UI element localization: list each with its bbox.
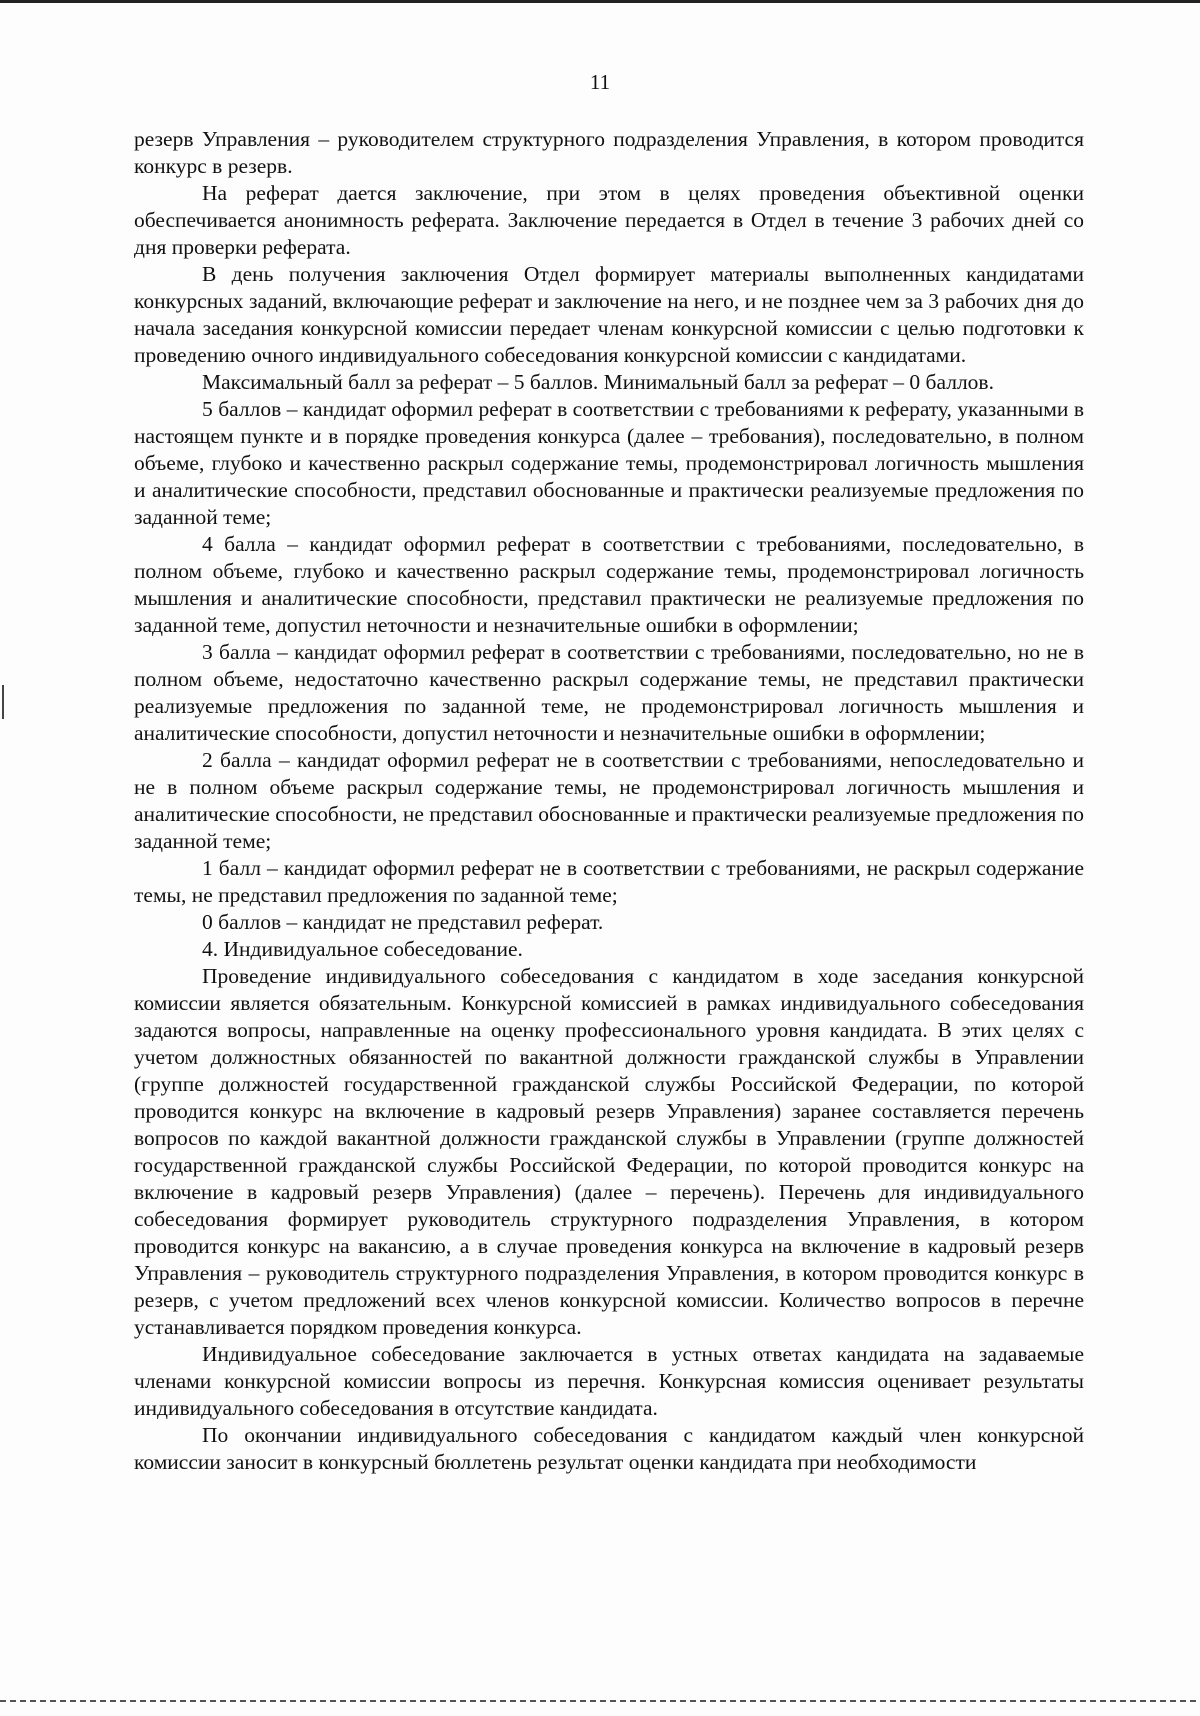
paragraph-score-3: 3 балла – кандидат оформил реферат в соответствии с требованиями, последовательно, но не в полном объеме, недостаточно качественно раскрыл содержание темы, не представил практически реализуемые предложения по заданной теме, не продемонстрировал логичность мышления и аналитические способности, допустил неточности и незначительные ошибки в оформлении; bbox=[134, 640, 1084, 745]
section-heading-interview: 4. Индивидуальное собеседование. bbox=[202, 937, 523, 961]
paragraph-score-4: 4 балла – кандидат оформил реферат в соответствии с требованиями, последовательно, в полном объеме, глубоко и качественно раскрыл содержание темы, продемонстрировал логичность мышления и аналитические способности, представил практически не реализуемые предложения по заданной теме, допустил неточности и незначительные ошибки в оформлении; bbox=[134, 532, 1084, 637]
scan-margin-mark bbox=[2, 685, 4, 719]
paragraph-interview-procedure: Проведение индивидуального собеседования с кандидатом в ходе заседания конкурсной комиссии является обязательным. Конкурсной комиссией в рамках индивидуального собеседования задаются вопросы, направленные на оценку профессионального уровня кандидата. В этих целях с учетом должностных обязанностей по вакантной должности гражданской службы в Управлении (группе должностей государственной гражданской службы Российской Федерации, по которой проводится конкурс на включение в кадровый резерв Управления) заранее составляется перечень вопросов по каждой вакантной должности гражданской службы в Управлении (группе должностей государственной гражданской службы Российской Федерации, по которой проводится конкурс на включение в кадровый резерв Управления) (далее – перечень). Перечень для индивидуального собеседования формирует руководитель структурного подразделения Управления, в котором проводится конкурс на вакансию, а в случае проведения конкурса на включение в кадровый резерв Управления – руководитель структурного подразделения Управления, в котором проводится конкурс в резерв, с учетом предложений всех членов конкурсной комиссии. Количество вопросов в перечне устанавливается порядком проведения конкурса. bbox=[134, 964, 1084, 1339]
paragraph-score-2: 2 балла – кандидат оформил реферат не в соответствии с требованиями, непоследовательно и не в полном объеме раскрыл содержание темы, не продемонстрировал логичность мышления и аналитические способности, не представил обоснованные и практически реализуемые предложения по заданной теме; bbox=[134, 748, 1084, 853]
paragraph-interview-answers: Индивидуальное собеседование заключается в устных ответах кандидата на задаваемые членами конкурсной комиссии вопросы из перечня. Конкурсная комиссия оценивает результаты индивидуального собеседования в отсутствие кандидата. bbox=[134, 1342, 1084, 1420]
paragraph-materials: В день получения заключения Отдел формирует материалы выполненных кандидатами конкурсных заданий, включающие реферат и заключение на него, и не позднее чем за 3 рабочих дня до начала заседания конкурсной комиссии передает членам конкурсной комиссии с целью подготовки к проведению очного индивидуального собеседования конкурсной комиссии с кандидатами. bbox=[134, 262, 1084, 367]
paragraph-score-1: 1 балл – кандидат оформил реферат не в соответствии с требованиями, не раскрыл содержание темы, не представил предложения по заданной теме; bbox=[134, 856, 1084, 907]
paragraph-interview-ballot: По окончании индивидуального собеседования с кандидатом каждый член конкурсной комиссии заносит в конкурсный бюллетень результат оценки кандидата при необходимости bbox=[134, 1423, 1084, 1474]
document-body bbox=[134, 126, 1084, 1476]
page-number: 11 bbox=[589, 70, 611, 94]
paragraph-max-min-score: Максимальный балл за реферат – 5 баллов. Минимальный балл за реферат – 0 баллов. bbox=[202, 370, 994, 394]
paragraph-score-0: 0 баллов – кандидат не представил реферат. bbox=[202, 910, 604, 934]
paragraph-continuation: резерв Управления – руководителем структурного подразделения Управления, в котором проводится конкурс в резерв. bbox=[134, 127, 1084, 178]
paragraph-score-5: 5 баллов – кандидат оформил реферат в соответствии с требованиями к реферату, указанными в настоящем пункте и в порядке проведения конкурса (далее – требования), последовательно, в полном объеме, глубоко и качественно раскрыл содержание темы, продемонстрировал логичность мышления и аналитические способности, представил обоснованные и практически реализуемые предложения по заданной теме; bbox=[134, 397, 1084, 529]
scan-bottom-edge bbox=[0, 1700, 1200, 1702]
scan-top-edge bbox=[0, 0, 1200, 3]
paragraph-conclusion: На реферат дается заключение, при этом в целях проведения объективной оценки обеспечивается анонимность реферата. Заключение передается в Отдел в течение 3 рабочих дней со дня проверки реферата. bbox=[134, 181, 1084, 259]
